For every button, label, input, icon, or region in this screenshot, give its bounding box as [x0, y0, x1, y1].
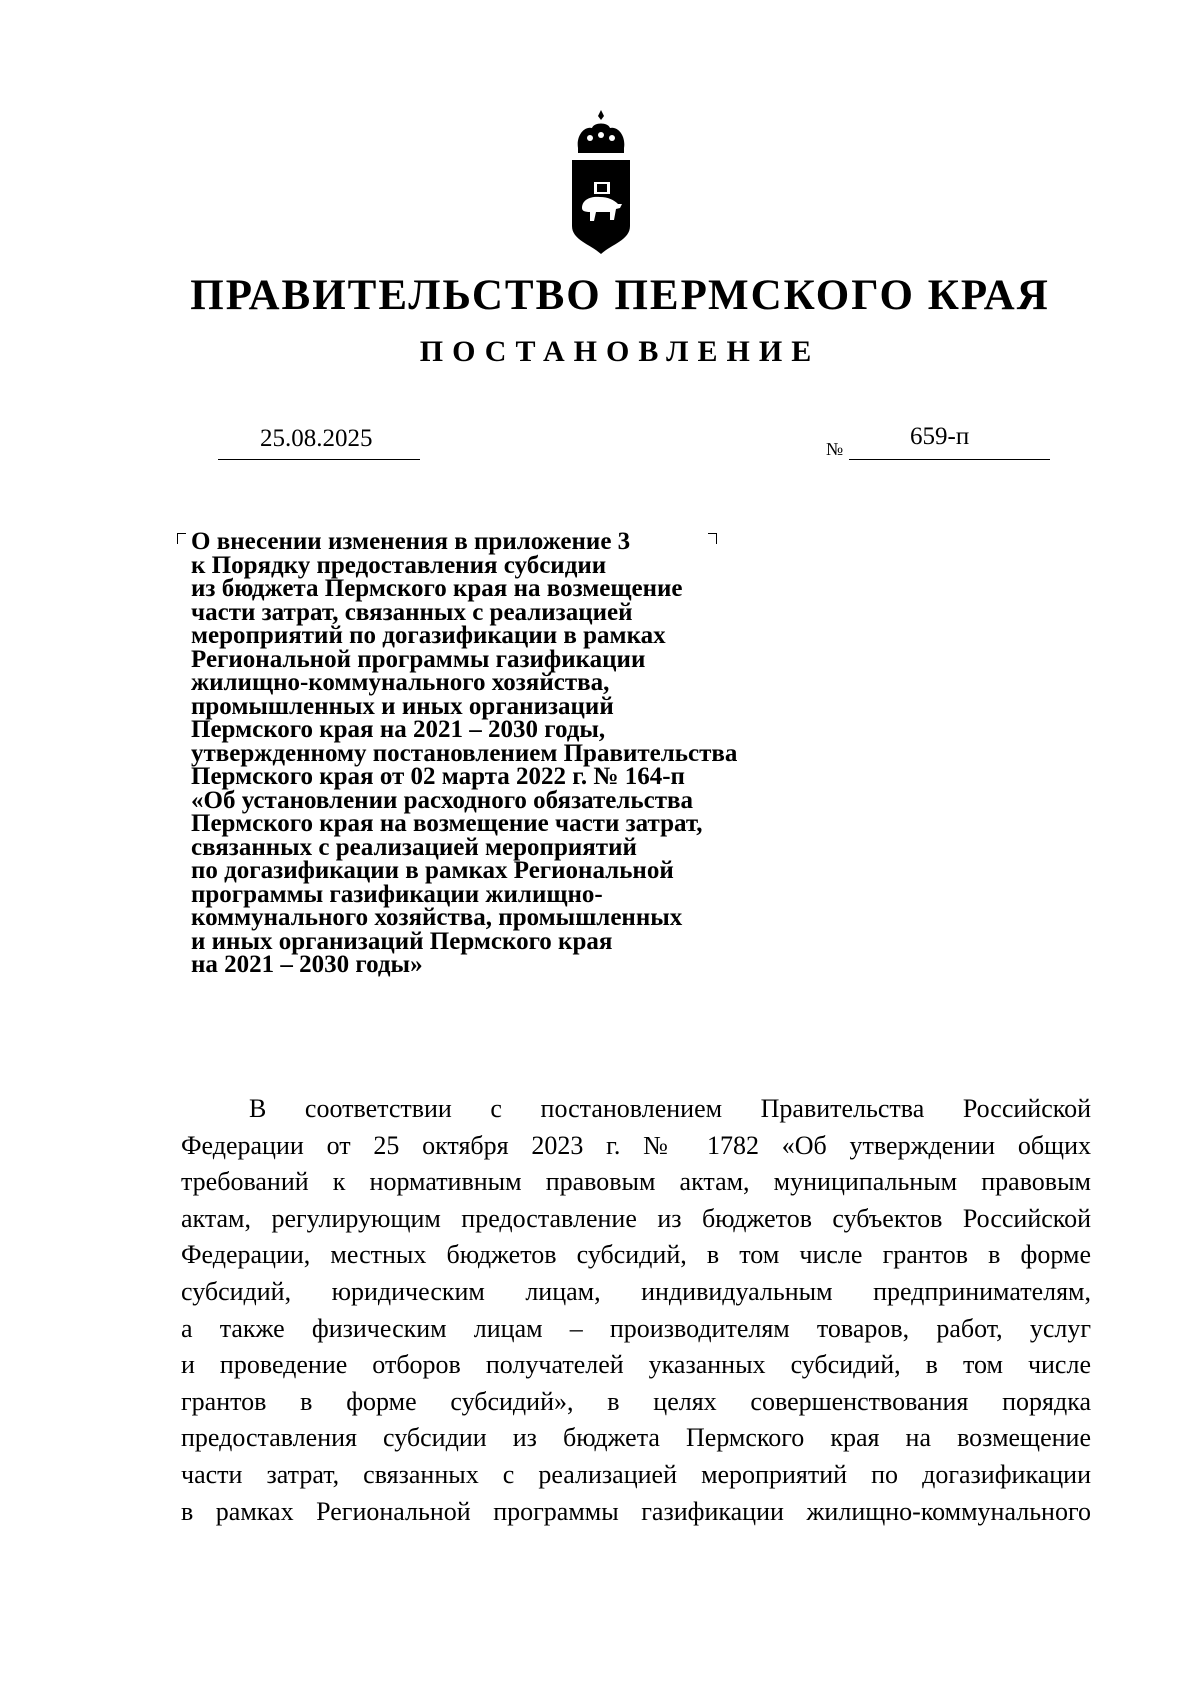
body-line: предоставления субсидии из бюджета Пермского края на возмещение [181, 1423, 1091, 1453]
subject-line: на 2021 – 2030 годы» [191, 951, 423, 978]
document-date: 25.08.2025 [260, 425, 373, 452]
document-number: 659-п [910, 423, 970, 450]
number-sign: № [826, 439, 844, 459]
subject-line: к Порядку предоставления субсидии [191, 551, 607, 579]
body-paragraph [181, 1091, 1091, 1530]
subject-line: О внесении изменения в приложение 3 [191, 528, 631, 555]
subject-line: «Об установлении расходного обязательства [191, 786, 693, 814]
document-subject [191, 530, 831, 977]
subject-line: Региональной программы газификации [191, 645, 646, 673]
subject-line: из бюджета Пермского края на возмещение [191, 575, 683, 602]
perm-krai-coat-of-arms-icon [570, 108, 632, 258]
subject-line: Пермского края от 02 марта 2022 г. № 164-п [191, 763, 685, 790]
organization-title: ПРАВИТЕЛЬСТВО ПЕРМСКОГО КРАЯ [190, 272, 1050, 319]
subject-line: промышленных и иных организаций [191, 692, 614, 720]
date-field [218, 423, 420, 460]
subject-line: Пермского края на возмещение части затрат, [191, 810, 703, 837]
subject-line: коммунального хозяйства, промышленных [191, 904, 683, 931]
body-line: актам, регулирующим предоставление из бюджетов субъектов Российской [181, 1203, 1091, 1233]
subject-line: жилищно-коммунального хозяйства, [191, 669, 610, 696]
number-field [849, 423, 1050, 460]
subject-line: программы газификации жилищно- [191, 880, 603, 908]
body-line: части затрат, связанных с реализацией мероприятий по догазификации [181, 1459, 1091, 1489]
body-line: Федерации, местных бюджетов субсидий, в том числе грантов в форме [181, 1240, 1091, 1270]
body-line: субсидий, юридическим лицам, индивидуальным предпринимателям, [181, 1276, 1091, 1306]
subject-line: связанных с реализацией мероприятий [191, 833, 637, 861]
body-line: в рамках Региональной программы газификации жилищно-коммунального [181, 1496, 1091, 1526]
subject-line: мероприятий по догазификации в рамках [191, 622, 666, 649]
subject-left-corner [177, 533, 186, 544]
body-line: В соответствии с постановлением Правительства Российской [249, 1094, 1091, 1123]
body-line: Федерации от 25 октября 2023 г. № 1782 «Об утверждении общих [181, 1130, 1091, 1160]
body-line: требований к нормативным правовым актам, муниципальным правовым [181, 1167, 1091, 1197]
subject-line: части затрат, связанных с реализацией [191, 598, 633, 626]
subject-line: утвержденному постановлением Правительства [191, 739, 738, 767]
body-line: и проведение отборов получателей указанных субсидий, в том числе [181, 1350, 1091, 1380]
document-type: ПОСТАНОВЛЕНИЕ [419, 335, 821, 368]
body-line: грантов в форме субсидий», в целях совершенствования порядка [181, 1386, 1091, 1416]
body-line: а также физическим лицам – производителям товаров, работ, услуг [181, 1313, 1091, 1343]
subject-line: по догазификации в рамках Региональной [191, 857, 674, 884]
subject-line: Пермского края на 2021 – 2030 годы, [191, 716, 606, 743]
subject-line: и иных организаций Пермского края [191, 927, 613, 955]
